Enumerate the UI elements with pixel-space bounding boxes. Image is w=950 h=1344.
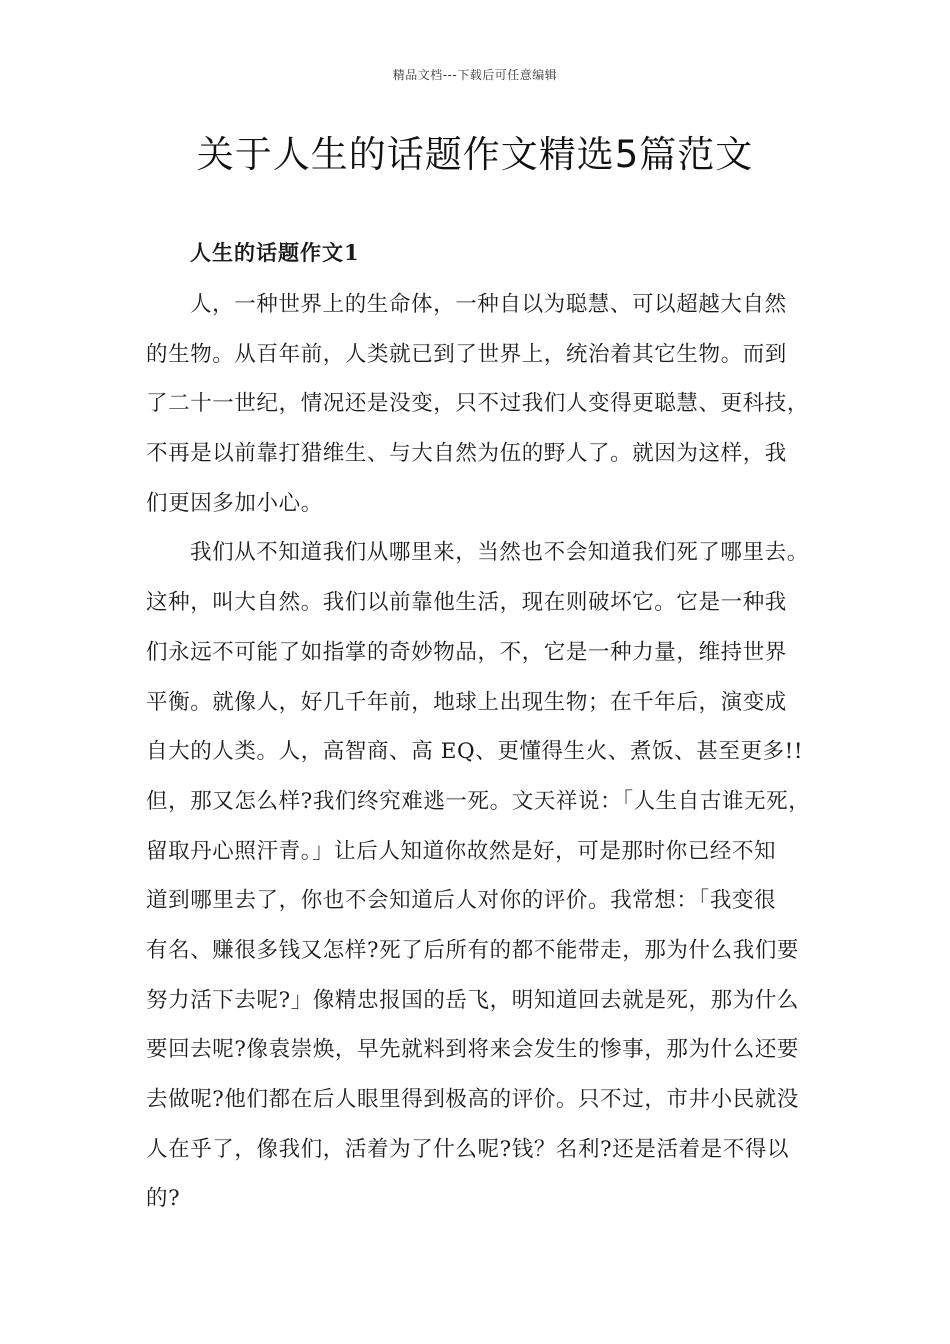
text-line: 我们从不知道我们从哪里来，当然也不会知道我们死了哪里去。	[190, 540, 809, 566]
section-heading: 人生的话题作文1	[190, 240, 360, 265]
text-line: 但，那又怎么样?我们终究难逃一死。文天祥说：「人生自古谁无死，	[146, 788, 811, 814]
text-line: 人，一种世界上的生命体，一种自以为聪慧、可以超越大自然	[190, 292, 787, 317]
document-title: 关于人生的话题作文精选5篇范文	[196, 133, 754, 176]
text-line: 人在乎了，像我们，活着为了什么呢?钱？名利?还是活着是不得以	[146, 1136, 790, 1162]
text-line: 的生物。从百年前，人类就已到了世界上，统治着其它生物。而到	[146, 341, 787, 367]
header-note: 精品文档---下载后可任意编辑	[392, 68, 558, 82]
text-line: 不再是以前靠打猎维生、与大自然为伍的野人了。就因为这样，我	[146, 441, 787, 467]
text-line: 们永远不可能了如指掌的奇妙物品，不，它是一种力量，维持世界	[146, 639, 787, 665]
text-line: 留取丹心照汗青。」让后人知道你故然是好，可是那时你已经不知	[146, 838, 777, 864]
text-line: 要回去呢?像袁崇焕，早先就料到将来会发生的惨事，那为什么还要	[146, 1037, 800, 1063]
text-line: 道到哪里去了，你也不会知道后人对你的评价。我常想：「我变很	[146, 888, 777, 914]
essay-body	[146, 280, 826, 1224]
text-line: 的?	[146, 1186, 181, 1212]
text-line: 了二十一世纪，情况还是没变，只不过我们人变得更聪慧、更科技，	[146, 391, 810, 417]
text-line: 们更因多加小心。	[146, 490, 323, 516]
text-line: 有名、赚很多钱又怎样?死了后所有的都不能带走，那为什么我们要	[146, 937, 800, 963]
text-line: 努力活下去呢?」像精忠报国的岳飞，明知道回去就是死，那为什么	[146, 987, 800, 1013]
text-line: 平衡。就像人，好几千年前，地球上出现生物；在千年后，演变成	[146, 689, 787, 715]
text-line: 去做呢?他们都在后人眼里得到极高的评价。只不过，市井小民就没	[146, 1087, 800, 1112]
text-line: 这种，叫大自然。我们以前靠他生活，现在则破坏它。它是一种我	[146, 590, 787, 616]
text-line: 自大的人类。人，高智商、高 EQ、更懂得生火、煮饭、甚至更多!!	[146, 739, 804, 765]
